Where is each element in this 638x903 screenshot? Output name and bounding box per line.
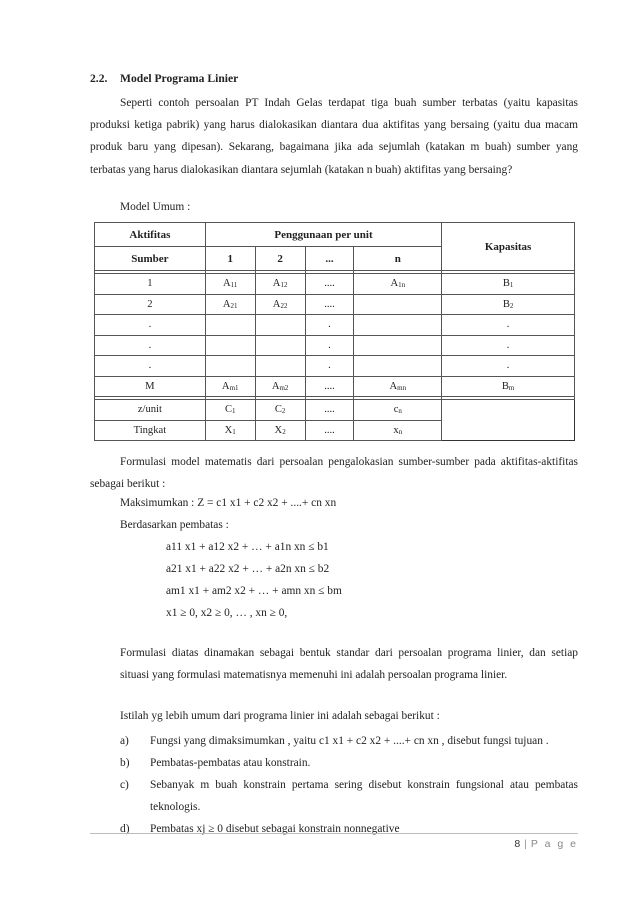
cell-capacity: . — [442, 335, 575, 356]
nonnegativity-line: x1 ≥ 0, x2 ≥ 0, … , xn ≥ 0, — [166, 607, 288, 619]
list-item: b) Pembatas-pembatas atau konstrain. — [120, 757, 311, 769]
table-row — [95, 274, 575, 295]
cell-capacity: . — [442, 315, 575, 336]
cell-coef-n — [354, 315, 442, 336]
cell-coef-2: $A_{22}$ — [255, 294, 305, 315]
constraints-label: Berdasarkan pembatas : — [120, 519, 229, 531]
section-title: Model Programa Linier — [120, 72, 239, 85]
cell-coef-2 — [255, 356, 305, 377]
cell-capacity: $B_2$ — [442, 294, 575, 315]
list-item: c) Sebanyak m buah konstrain pertama sering disebut konstrain fungsional atau pembatas teknologis. — [120, 779, 578, 814]
cell-sumber: M — [95, 376, 206, 397]
header-kapasitas: Kapasitas — [442, 223, 575, 271]
cell-coef-1: $A_{m1}$ — [205, 376, 255, 397]
header-col-1: 1 — [205, 247, 255, 271]
general-model-table — [94, 222, 575, 441]
section-number: 2.2. — [90, 72, 108, 85]
cell-sumber: . — [95, 335, 206, 356]
cell-ellipsis: .... — [305, 420, 354, 441]
cell-ellipsis: .... — [305, 274, 354, 295]
section-heading — [90, 72, 238, 85]
table-row — [95, 356, 575, 377]
page-footer: 8 | P a g e — [514, 838, 578, 850]
cell-ellipsis: .... — [305, 376, 354, 397]
cell-value-2: $C_2$ — [255, 400, 305, 421]
terms-intro: Istilah yg lebih umum dari programa linier ini adalah sebagai berikut : — [120, 710, 440, 722]
cell-coef-1 — [205, 335, 255, 356]
cell-sumber: . — [95, 315, 206, 336]
constraint-line: a21 x1 + a22 x2 + … + a2n xn ≤ b2 — [166, 563, 330, 575]
cell-coef-n — [354, 335, 442, 356]
table-row — [95, 420, 575, 441]
constraint-line: am1 x1 + am2 x2 + … + amn xn ≤ bm — [166, 585, 342, 597]
formulation-intro: Formulasi model matematis dari persoalan pengalokasian sumber-sumber pada aktifitas-aktifitas sebagai berikut : — [90, 456, 578, 491]
cell-coef-2: $A_{12}$ — [255, 274, 305, 295]
cell-coef-n: $A_{mn}$ — [354, 376, 442, 397]
cell-value-2: $X_2$ — [255, 420, 305, 441]
cell-ellipsis: .... — [305, 294, 354, 315]
cell-capacity: $B_1$ — [442, 274, 575, 295]
table-row — [95, 400, 575, 421]
cell-ellipsis: . — [305, 356, 354, 377]
cell-ellipsis: . — [305, 315, 354, 336]
cell-capacity: . — [442, 356, 575, 377]
cell-value-n: $c_n$ — [354, 400, 442, 421]
cell-value-n: $x_n$ — [354, 420, 442, 441]
model-label: Model Umum : — [120, 201, 191, 213]
list-item: a) Fungsi yang dimaksimumkan , yaitu c1 x1 + c2 x2 + ....+ cn xn , disebut fungsi tujuan . — [120, 735, 549, 747]
header-penggunaan: Penggunaan per unit — [205, 223, 441, 247]
table-row — [95, 335, 575, 356]
header-col-n: n — [354, 247, 442, 271]
list-item: d) Pembatas xj ≥ 0 disebut sebagai konstrain nonnegative — [120, 823, 400, 835]
cell-coef-2 — [255, 315, 305, 336]
cell-sumber: . — [95, 356, 206, 377]
cell-coef-1: $A_{21}$ — [205, 294, 255, 315]
cell-coef-2: $A_{m2}$ — [255, 376, 305, 397]
cell-row-label: z/unit — [95, 400, 206, 421]
header-aktifitas: Aktifitas — [95, 223, 206, 247]
cell-ellipsis: .... — [305, 400, 354, 421]
header-sumber: Sumber — [95, 247, 206, 271]
page-word: P a g e — [530, 838, 578, 850]
cell-sumber: 2 — [95, 294, 206, 315]
cell-coef-n: $A_{1n}$ — [354, 274, 442, 295]
page-number: 8 — [514, 838, 521, 850]
cell-coef-n — [354, 356, 442, 377]
cell-coef-1: $A_{11}$ — [205, 274, 255, 295]
cell-capacity: $B_m$ — [442, 376, 575, 397]
cell-coef-2 — [255, 335, 305, 356]
cell-sumber: 1 — [95, 274, 206, 295]
objective-function: Maksimumkan : Z = c1 x1 + c2 x2 + ....+ cn xn — [120, 497, 337, 509]
intro-paragraph: Seperti contoh persoalan PT Indah Gelas terdapat tiga buah sumber terbatas (yaitu kapasitas produksi ketiga pabrik) yang harus dialokasikan diantara dua aktifitas yang bersaing (yaitu dua macam produk baru yang dipesan). Sekarang, bagaimana jika ada sejumlah (katakan m buah) sumber yang terbatas yang harus dialokasikan diantara sejumlah (katakan n buah) aktifitas yang bersaing? — [90, 97, 578, 176]
header-col-dots: ... — [305, 247, 354, 271]
cell-coef-1 — [205, 356, 255, 377]
table-row — [95, 294, 575, 315]
cell-row-label: Tingkat — [95, 420, 206, 441]
table-row — [95, 315, 575, 336]
cell-coef-n — [354, 294, 442, 315]
cell-value-1: $X_1$ — [205, 420, 255, 441]
cell-ellipsis: . — [305, 335, 354, 356]
header-col-2: 2 — [255, 247, 305, 271]
constraint-line: a11 x1 + a12 x2 + … + a1n xn ≤ b1 — [166, 541, 329, 553]
standard-form-paragraph: Formulasi diatas dinamakan sebagai bentuk standar dari persoalan programa linier, dan setiap situasi yang formulasi matematisnya memenuhi ini adalah persoalan programa linier. — [120, 647, 578, 682]
cell-coef-1 — [205, 315, 255, 336]
table-row — [95, 376, 575, 397]
cell-value-1: $C_1$ — [205, 400, 255, 421]
footer-divider — [90, 833, 578, 834]
